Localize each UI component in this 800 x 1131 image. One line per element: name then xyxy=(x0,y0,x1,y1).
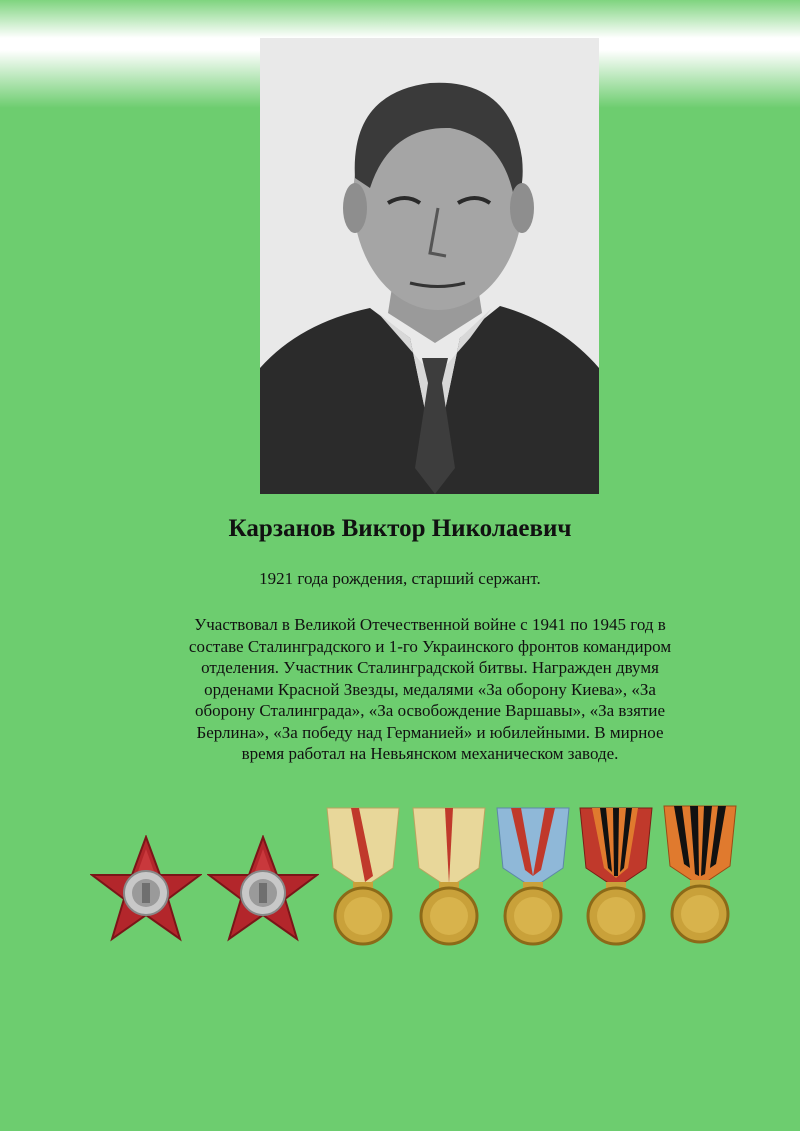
victory-over-germany-medal-icon xyxy=(660,804,740,949)
warsaw-liberation-medal-icon xyxy=(493,806,573,951)
person-name: Карзанов Виктор Николаевич xyxy=(228,515,572,542)
awards-row xyxy=(0,800,800,960)
bio-line: Участвовал в Великой Отечественной войне с 1941 по 1945 год в xyxy=(194,615,666,634)
bio-line: Берлина», «За победу над Германией» и юбилейными. В мирное xyxy=(196,722,664,742)
birth-rank-line: 1921 года рождения, старший сержант. xyxy=(259,569,541,588)
biography-text xyxy=(115,614,745,765)
bio-line: время работал на Невьянском механическом заводе. xyxy=(241,744,619,763)
bio-line: орденами Красной Звезды, медалями «За оборону Киева», «За xyxy=(204,679,656,699)
portrait-photo xyxy=(260,38,599,494)
stalingrad-defense-medal-icon xyxy=(409,806,489,951)
red-star-order-icon xyxy=(207,835,319,950)
berlin-capture-medal-icon xyxy=(576,806,656,951)
bio-line: оборону Сталинграда», «За освобождение Варшавы», «За взятие xyxy=(194,701,666,720)
bio-line: отделения. Участник Сталинградской битвы. Награжден двумя xyxy=(201,658,659,677)
kiev-defense-medal-icon xyxy=(323,806,403,951)
red-star-order-icon xyxy=(90,835,202,950)
bio-line: составе Сталинградского и 1-го Украинского фронтов командиром xyxy=(188,636,672,656)
